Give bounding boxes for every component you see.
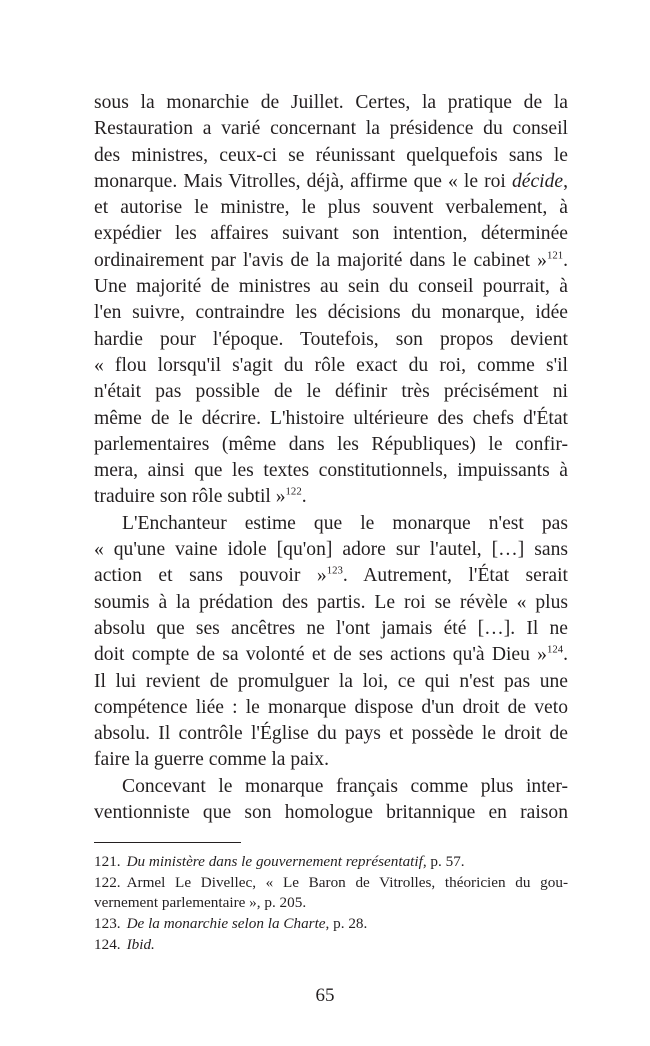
text-line: absolu que ses ancêtres ne l'ont jamais été […]. Il ne <box>94 617 568 639</box>
text-line: soumis à la prédation des partis. Le roi se révèle « plus <box>94 591 568 613</box>
footnote <box>94 914 568 935</box>
text-segment: ordinairement par l'avis de la majorité dans le cabinet » <box>94 249 547 271</box>
text-line <box>94 248 568 274</box>
text-line: compétence liée : le monarque dispose d'un droit de veto <box>94 696 568 718</box>
text-segment: action et sans pouvoir » <box>94 565 327 587</box>
main-text <box>94 90 568 826</box>
footnote-number: 123. <box>94 915 121 933</box>
text-line: absolu. Il contrôle l'Église du pays et possède le droit de <box>94 723 568 745</box>
footnote-title: De la monarchie selon la Charte <box>126 915 326 933</box>
text-line: mera, ainsi que les textes constitutionnels, impuissants à <box>94 460 568 482</box>
footnote-text: Armel Le Divellec, « Le Baron de Vitrolles, théoricien du gou- <box>126 873 568 891</box>
footnote-continuation: vernement parlementaire », p. 205. <box>94 894 307 912</box>
text-line <box>94 484 568 510</box>
footnote-reference: 122 <box>285 485 302 498</box>
text-line <box>94 563 568 589</box>
text-segment: . <box>563 249 568 271</box>
text-segment: doit compte de sa volonté et de ses actions qu'à Dieu » <box>94 644 547 666</box>
text-line: « flou lorsqu'il s'agit du rôle exact du roi, comme s'il <box>94 354 568 376</box>
text-line: sous la monarchie de Juillet. Certes, la pratique de la <box>94 92 568 113</box>
footnote-number: 122. <box>94 873 121 891</box>
footnote-text: , p. 28. <box>325 915 368 933</box>
text-line: des ministres, ceux-ci se réunissant quelquefois sans le <box>94 144 568 166</box>
text-segment: . Autrement, l'État serait <box>342 565 568 587</box>
footnote-reference: 123 <box>326 564 343 577</box>
footnote-reference: 124 <box>546 643 564 656</box>
footnote-separator <box>94 842 241 843</box>
text-line: parlementaires (même dans les Républiques) le confir- <box>94 433 568 455</box>
text-line: et autorise le ministre, le plus souvent verbalement, à <box>94 197 568 219</box>
text-line: faire la guerre comme la paix. <box>94 749 330 771</box>
text-line: hardie pour l'époque. Toutefois, son propos devient <box>94 328 568 350</box>
text-segment: . <box>301 486 307 508</box>
text-line: Il lui revient de promulguer la loi, ce qui n'est pas une <box>94 670 568 692</box>
footnote-reference: 121 <box>546 249 564 262</box>
italic-text: décide <box>511 170 564 192</box>
text-line <box>94 169 568 195</box>
footnote-title: Ibid. <box>126 935 155 953</box>
text-line: expédier les affaires suivant son intention, déterminée <box>94 223 568 245</box>
footnote-text: , p. 57. <box>422 853 465 870</box>
text-line: Restauration a varié concernant la présidence du conseil <box>94 118 568 140</box>
text-segment: , <box>563 170 568 192</box>
text-line: n'était pas possible de le définir très précisément ni <box>94 381 568 403</box>
text-line <box>94 642 568 668</box>
text-line: « qu'une vaine idole [qu'on] adore sur l'autel, […] sans <box>94 539 568 561</box>
text-line: même de le décrire. L'histoire ultérieure des chefs d'État <box>94 407 568 429</box>
text-line: L'Enchanteur estime que le monarque n'est pas <box>122 512 568 534</box>
text-line: Une majorité de ministres au sein du conseil pourrait, à <box>94 276 568 298</box>
footnote-number: 124. <box>94 935 121 953</box>
page-number: 65 <box>315 985 335 1006</box>
text-line: l'en suivre, contraindre les décisions du monarque, idée <box>94 302 568 324</box>
text-segment: . <box>563 644 568 666</box>
text-segment: monarque. Mais Vitrolles, déjà, affirme que « le roi <box>94 170 512 192</box>
footnote-title: Du ministère dans le gouvernement représentatif <box>126 853 423 870</box>
text-line: Concevant le monarque français comme plus inter- <box>122 775 568 797</box>
footnote <box>94 873 568 894</box>
footnote <box>94 852 568 873</box>
footnotes <box>94 852 568 955</box>
text-line: ventionniste que son homologue britannique en raison <box>94 802 568 824</box>
text-segment: traduire son rôle subtil » <box>94 486 286 508</box>
footnote-number: 121. <box>94 853 121 870</box>
page-body <box>94 90 568 826</box>
footnote <box>94 935 568 956</box>
